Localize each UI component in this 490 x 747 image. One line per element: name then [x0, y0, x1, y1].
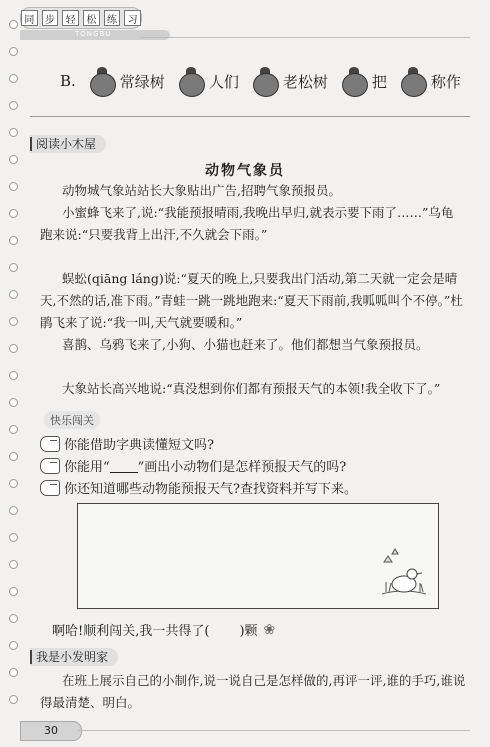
binding-hole — [9, 506, 18, 515]
story-paragraph: 动物城气象站站长大象贴出广告,招聘气象预报员。 — [62, 183, 341, 198]
header-char: 习 — [124, 10, 141, 26]
binding-hole — [9, 20, 18, 29]
header-char: 练 — [104, 10, 121, 26]
score-note-before: 啊哈!顺利闯关,我一共得了( — [52, 624, 210, 639]
binding-hole — [9, 128, 18, 137]
story-paragraph: 蜈蚣(qiāng láng)说:“夏天的晚上,只要我出门活动,第二天就一定会是晴天,不然的话,准下雨。”青蛙一跳一跳地跑来:“夏天下雨前,我呱呱叫个不停。”杜鹃飞来了说:“我一叫,天气就要暖和。” — [40, 271, 463, 330]
exercise-b-word: 把 — [371, 72, 387, 91]
header-char: 步 — [42, 10, 59, 26]
fun-checkpoint-label: 快乐闯关 — [44, 411, 100, 429]
strawberry-icon — [87, 66, 117, 96]
binding-hole — [9, 398, 18, 407]
question-text: ”画出小动物们是怎样预报天气的吗? — [137, 460, 347, 475]
exercise-b-word: 称作 — [430, 72, 461, 91]
inventor-section-label: 我是小发明家 — [30, 648, 118, 666]
page-number: 30 — [20, 721, 82, 741]
binding-hole — [9, 695, 18, 704]
binding-hole — [9, 182, 18, 191]
exercise-b-word: 常绿树 — [119, 72, 165, 91]
binding-hole — [9, 479, 18, 488]
pointing-hand-icon — [40, 480, 60, 496]
reading-section-label: 阅读小木屋 — [30, 135, 106, 153]
question-text: 你还知道哪些动物能预报天气?查找资料并写下来。 — [64, 482, 357, 497]
exercise-b-label: B. — [60, 72, 76, 90]
binding-hole — [9, 587, 18, 596]
story-paragraph: 大象站长高兴地说:“真没想到你们都有预报天气的本领!我全收下了。” — [62, 381, 441, 396]
strawberry-icon — [176, 66, 206, 96]
header-subtitle-bar — [20, 30, 170, 40]
question-item — [40, 434, 214, 453]
inventor-text: 在班上展示自己的小制作,说一说自己是怎样做的,再评一评,谁的手巧,谁说得最清楚、明白。 — [40, 673, 466, 710]
header-char: 轻 — [62, 10, 79, 26]
pointing-hand-icon — [40, 436, 60, 452]
binding-hole — [9, 101, 18, 110]
question-text: 你能用“ — [64, 460, 110, 475]
story-paragraph: 小蜜蜂飞来了,说:“我能预报晴雨,我晚出早归,就表示要下雨了……”乌龟跑来说:“只要我背上出汗,不久就会下雨。” — [40, 205, 454, 242]
header-char: 同 — [21, 10, 38, 26]
animals-illustration — [374, 542, 432, 602]
exercise-b-row — [60, 65, 470, 97]
binding-hole — [9, 641, 18, 650]
section-divider — [30, 116, 470, 117]
binding-hole — [9, 47, 18, 56]
binding-hole — [9, 263, 18, 272]
footer-divider — [78, 730, 470, 731]
answer-box[interactable] — [77, 503, 439, 609]
question-item — [40, 456, 346, 475]
exercise-b-word: 人们 — [208, 72, 239, 91]
binding-hole — [9, 668, 18, 677]
flower-icon: ❀ — [263, 621, 276, 638]
underline-blank — [110, 458, 138, 473]
binding-hole — [9, 560, 18, 569]
header-divider — [140, 37, 470, 38]
pointing-hand-icon — [40, 458, 60, 474]
score-blank[interactable] — [209, 622, 239, 637]
strawberry-icon — [398, 66, 428, 96]
header-char: 松 — [83, 10, 100, 26]
binding-hole — [9, 74, 18, 83]
binding-hole — [9, 614, 18, 623]
binding-hole — [9, 317, 18, 326]
score-note — [52, 620, 275, 639]
story-title: 动物气象员 — [205, 163, 285, 179]
binding-hole — [9, 533, 18, 542]
header-tab — [20, 7, 142, 29]
binding-hole — [9, 371, 18, 380]
header-subtitle: TONGBU — [75, 30, 112, 38]
exercise-b-word: 老松树 — [282, 72, 328, 91]
binding-hole — [9, 344, 18, 353]
binding-hole — [9, 290, 18, 299]
question-text: 你能借助字典读懂短文吗? — [64, 438, 214, 453]
binding-hole — [9, 236, 18, 245]
score-note-after: )颗 — [239, 624, 258, 639]
binding-hole — [9, 452, 18, 461]
question-item — [40, 478, 357, 497]
story-paragraph: 喜鹊、乌鸦飞来了,小狗、小猫也赶来了。他们都想当气象预报员。 — [62, 337, 429, 352]
strawberry-icon — [250, 66, 280, 96]
strawberry-icon — [339, 66, 369, 96]
binding-hole — [9, 209, 18, 218]
binding-holes — [6, 20, 20, 720]
binding-hole — [9, 425, 18, 434]
